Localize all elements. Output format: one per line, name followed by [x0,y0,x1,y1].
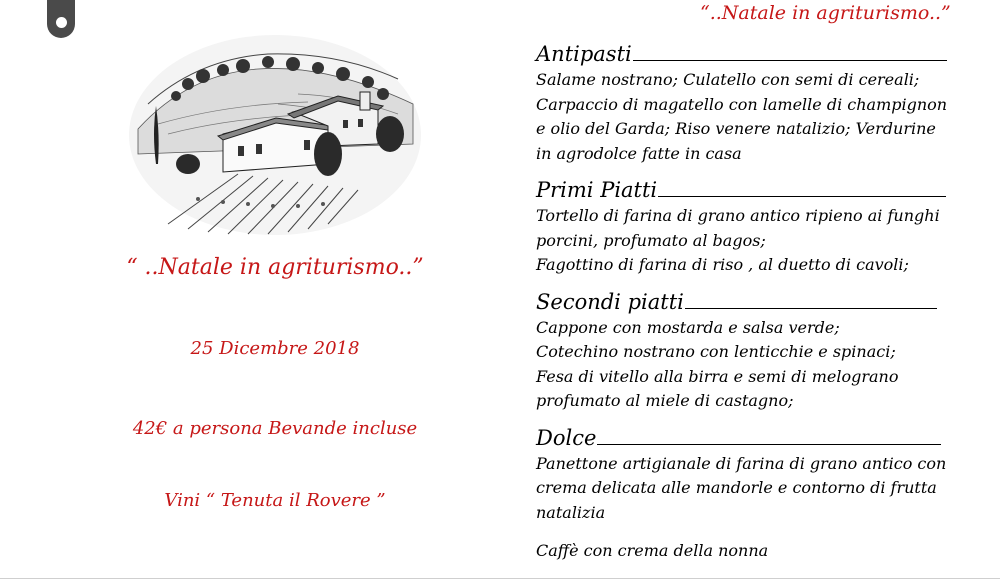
bookmark-icon[interactable] [47,0,75,38]
event-date: 25 Dicembre 2018 [190,338,360,359]
event-price: 42€ a persona Bevande incluse [132,418,418,439]
header-title: “..Natale in agriturismo..” [700,2,951,24]
menu [536,40,986,563]
course-title: Secondi piatti [536,289,684,314]
dish-line: crema delicata alle mandorle e contorno di frutta [536,478,937,497]
course-title: Dolce [536,425,597,450]
course-rule [658,176,946,197]
course-title: Primi Piatti [536,178,658,202]
event-wine: Vini “ Tenuta il Rovere ” [164,490,386,511]
dish-line: Cappone con mostarda e salsa verde; [536,317,840,337]
dish-line: porcini, profumato al bagos; [536,230,766,250]
course-rule [685,288,937,309]
course-antipasti [536,40,986,166]
farmhouse-illustration [128,34,422,236]
course-title: Antipasti [536,42,632,66]
page-divider [0,578,1000,579]
dish-line: natalizia [536,502,606,522]
dish-line: Cotechino nostrano con lenticchie e spinaci; [536,342,896,361]
course-secondi [536,288,986,414]
course-dolce [536,424,986,526]
dish-line: e olio del Garda; Riso venere natalizio; Verdurine [536,119,936,138]
dish-line: Fagottino di farina di riso , al duetto di cavoli; [536,255,909,274]
closing-line: Caffè con crema della nonna [536,541,769,560]
dish-line: Fesa di vitello alla birra e semi di melograno [536,366,899,386]
course-rule [597,424,941,445]
dish-line: profumato al miele di castagno; [536,391,794,410]
dish-line: Panettone artigianale di farina di grano antico con [536,453,947,473]
dish-line: Carpaccio di magatello con lamelle di champignon [536,94,948,114]
course-rule [633,40,947,61]
dish-line: Salame nostrano; Culatello con semi di cereali; [536,70,920,89]
course-primi [536,176,986,278]
dish-line: Tortello di farina di grano antico ripieno ai funghi [536,206,940,225]
event-title: “ ..Natale in agriturismo..” [126,255,424,280]
dish-line: in agrodolce fatte in casa [536,143,742,163]
bookmark-hole [56,17,67,28]
